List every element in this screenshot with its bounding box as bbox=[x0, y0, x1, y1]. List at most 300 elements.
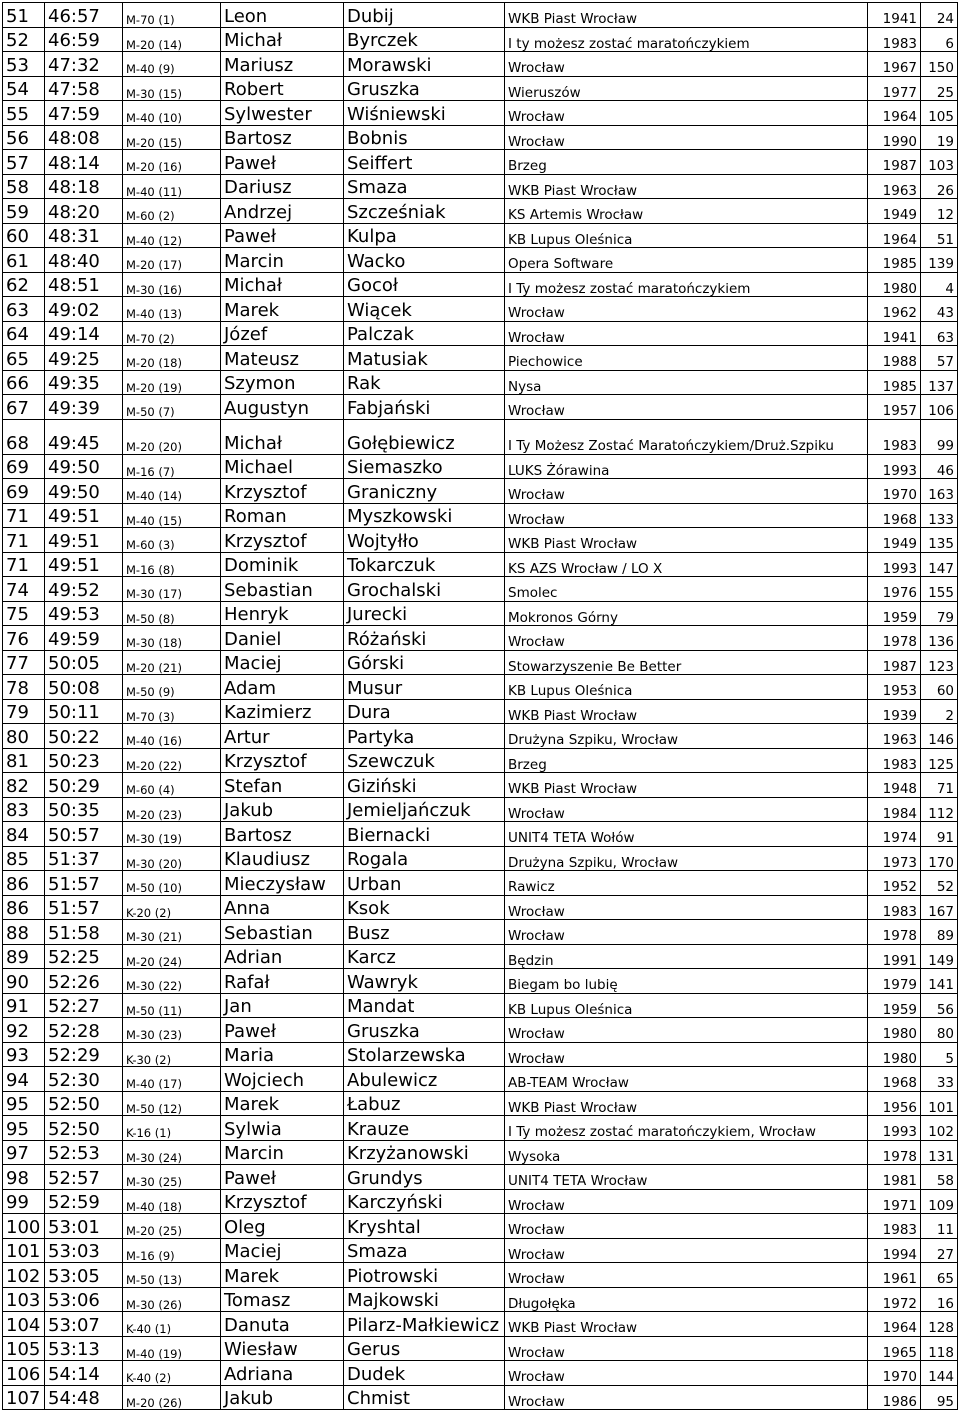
place-cell: 62 bbox=[3, 272, 45, 297]
bib-number-cell: 19 bbox=[921, 125, 958, 150]
place-cell: 92 bbox=[3, 1018, 45, 1043]
category-cell: M-30 (25) bbox=[123, 1165, 221, 1190]
club-cell: WKB Piast Wrocław bbox=[505, 174, 868, 199]
year-cell: 1985 bbox=[868, 248, 921, 273]
first-name-cell: Krzysztof bbox=[221, 748, 344, 773]
category-cell: M-20 (19) bbox=[123, 370, 221, 395]
table-row bbox=[3, 1287, 958, 1312]
last-name-cell: Wacko bbox=[344, 248, 505, 273]
club-cell: Wrocław bbox=[505, 297, 868, 322]
bib-number-cell: 131 bbox=[921, 1140, 958, 1165]
category-cell: M-40 (9) bbox=[123, 52, 221, 77]
bib-number-cell: 16 bbox=[921, 1287, 958, 1312]
last-name-cell: Jurecki bbox=[344, 601, 505, 626]
first-name-cell: Andrzej bbox=[221, 199, 344, 224]
time-cell: 48:40 bbox=[45, 248, 123, 273]
table-row bbox=[3, 1116, 958, 1141]
place-cell: 54 bbox=[3, 76, 45, 101]
year-cell: 1948 bbox=[868, 773, 921, 798]
time-cell: 51:58 bbox=[45, 920, 123, 945]
time-cell: 52:50 bbox=[45, 1116, 123, 1141]
last-name-cell: Bobnis bbox=[344, 125, 505, 150]
place-cell: 77 bbox=[3, 650, 45, 675]
last-name-cell: Dubij bbox=[344, 3, 505, 28]
time-cell: 50:05 bbox=[45, 650, 123, 675]
club-cell: Nysa bbox=[505, 370, 868, 395]
time-cell: 50:35 bbox=[45, 797, 123, 822]
category-cell: K-40 (2) bbox=[123, 1361, 221, 1386]
table-row bbox=[3, 272, 958, 297]
year-cell: 1987 bbox=[868, 650, 921, 675]
first-name-cell: Sylwia bbox=[221, 1116, 344, 1141]
bib-number-cell: 106 bbox=[921, 395, 958, 420]
club-cell: Rawicz bbox=[505, 871, 868, 896]
table-row bbox=[3, 944, 958, 969]
club-cell: AB-TEAM Wrocław bbox=[505, 1067, 868, 1092]
table-row bbox=[3, 528, 958, 553]
last-name-cell: Grochalski bbox=[344, 577, 505, 602]
time-cell: 52:26 bbox=[45, 969, 123, 994]
last-name-cell: Morawski bbox=[344, 52, 505, 77]
table-row bbox=[3, 199, 958, 224]
place-cell: 97 bbox=[3, 1140, 45, 1165]
last-name-cell: Abulewicz bbox=[344, 1067, 505, 1092]
year-cell: 1972 bbox=[868, 1287, 921, 1312]
place-cell: 59 bbox=[3, 199, 45, 224]
year-cell: 1959 bbox=[868, 601, 921, 626]
time-cell: 53:07 bbox=[45, 1312, 123, 1337]
first-name-cell: Maria bbox=[221, 1042, 344, 1067]
place-cell: 74 bbox=[3, 577, 45, 602]
bib-number-cell: 60 bbox=[921, 675, 958, 700]
last-name-cell: Fabjański bbox=[344, 395, 505, 420]
table-row bbox=[3, 76, 958, 101]
place-cell: 61 bbox=[3, 248, 45, 273]
last-name-cell: Wojtyłło bbox=[344, 528, 505, 553]
place-cell: 71 bbox=[3, 552, 45, 577]
time-cell: 48:18 bbox=[45, 174, 123, 199]
bib-number-cell: 58 bbox=[921, 1165, 958, 1190]
club-cell: Wrocław bbox=[505, 1042, 868, 1067]
time-cell: 49:51 bbox=[45, 503, 123, 528]
place-cell: 101 bbox=[3, 1238, 45, 1263]
last-name-cell: Ksok bbox=[344, 895, 505, 920]
last-name-cell: Majkowski bbox=[344, 1287, 505, 1312]
table-row bbox=[3, 174, 958, 199]
place-cell: 79 bbox=[3, 699, 45, 724]
club-cell: KB Lupus Oleśnica bbox=[505, 223, 868, 248]
year-cell: 1973 bbox=[868, 846, 921, 871]
place-cell: 57 bbox=[3, 150, 45, 175]
place-cell: 93 bbox=[3, 1042, 45, 1067]
time-cell: 49:50 bbox=[45, 479, 123, 504]
category-cell: M-20 (18) bbox=[123, 346, 221, 371]
table-row bbox=[3, 27, 958, 52]
place-cell: 53 bbox=[3, 52, 45, 77]
category-cell: M-60 (2) bbox=[123, 199, 221, 224]
time-cell: 53:03 bbox=[45, 1238, 123, 1263]
first-name-cell: Henryk bbox=[221, 601, 344, 626]
last-name-cell: Wiącek bbox=[344, 297, 505, 322]
category-cell: M-20 (24) bbox=[123, 944, 221, 969]
category-cell: K-20 (2) bbox=[123, 895, 221, 920]
club-cell: Wysoka bbox=[505, 1140, 868, 1165]
table-row bbox=[3, 1312, 958, 1337]
club-cell: Wieruszów bbox=[505, 76, 868, 101]
year-cell: 1987 bbox=[868, 150, 921, 175]
club-cell: Wrocław bbox=[505, 797, 868, 822]
bib-number-cell: 101 bbox=[921, 1091, 958, 1116]
table-row bbox=[3, 1385, 958, 1410]
bib-number-cell: 6 bbox=[921, 27, 958, 52]
time-cell: 52:59 bbox=[45, 1189, 123, 1214]
first-name-cell: Michał bbox=[221, 419, 344, 454]
first-name-cell: Marek bbox=[221, 1091, 344, 1116]
last-name-cell: Dura bbox=[344, 699, 505, 724]
table-row bbox=[3, 969, 958, 994]
club-cell: Wrocław bbox=[505, 1263, 868, 1288]
club-cell: WKB Piast Wrocław bbox=[505, 3, 868, 28]
club-cell: Wrocław bbox=[505, 503, 868, 528]
first-name-cell: Józef bbox=[221, 321, 344, 346]
last-name-cell: Byrczek bbox=[344, 27, 505, 52]
place-cell: 56 bbox=[3, 125, 45, 150]
time-cell: 49:59 bbox=[45, 626, 123, 651]
bib-number-cell: 56 bbox=[921, 993, 958, 1018]
category-cell: M-30 (26) bbox=[123, 1287, 221, 1312]
bib-number-cell: 65 bbox=[921, 1263, 958, 1288]
category-cell: M-30 (19) bbox=[123, 822, 221, 847]
club-cell: Wrocław bbox=[505, 395, 868, 420]
time-cell: 49:51 bbox=[45, 528, 123, 553]
category-cell: M-20 (14) bbox=[123, 27, 221, 52]
table-row bbox=[3, 1336, 958, 1361]
club-cell: I ty możesz zostać maratończykiem bbox=[505, 27, 868, 52]
time-cell: 48:14 bbox=[45, 150, 123, 175]
category-cell: M-30 (22) bbox=[123, 969, 221, 994]
table-row bbox=[3, 1042, 958, 1067]
first-name-cell: Adam bbox=[221, 675, 344, 700]
table-row bbox=[3, 395, 958, 420]
club-cell: UNIT4 TETA Wołów bbox=[505, 822, 868, 847]
club-cell: Drużyna Szpiku, Wrocław bbox=[505, 724, 868, 749]
bib-number-cell: 128 bbox=[921, 1312, 958, 1337]
table-row bbox=[3, 1238, 958, 1263]
club-cell: Wrocław bbox=[505, 1361, 868, 1386]
first-name-cell: Sebastian bbox=[221, 920, 344, 945]
last-name-cell: Szewczuk bbox=[344, 748, 505, 773]
first-name-cell: Krzysztof bbox=[221, 1189, 344, 1214]
year-cell: 1983 bbox=[868, 27, 921, 52]
year-cell: 1976 bbox=[868, 577, 921, 602]
last-name-cell: Musur bbox=[344, 675, 505, 700]
year-cell: 1977 bbox=[868, 76, 921, 101]
time-cell: 49:02 bbox=[45, 297, 123, 322]
year-cell: 1964 bbox=[868, 101, 921, 126]
table-row bbox=[3, 724, 958, 749]
category-cell: M-20 (15) bbox=[123, 125, 221, 150]
bib-number-cell: 79 bbox=[921, 601, 958, 626]
first-name-cell: Mateusz bbox=[221, 346, 344, 371]
table-row bbox=[3, 1018, 958, 1043]
club-cell: Mokronos Górny bbox=[505, 601, 868, 626]
time-cell: 52:29 bbox=[45, 1042, 123, 1067]
table-row bbox=[3, 1361, 958, 1386]
time-cell: 48:20 bbox=[45, 199, 123, 224]
last-name-cell: Wiśniewski bbox=[344, 101, 505, 126]
year-cell: 1964 bbox=[868, 1312, 921, 1337]
first-name-cell: Klaudiusz bbox=[221, 846, 344, 871]
year-cell: 1939 bbox=[868, 699, 921, 724]
table-row bbox=[3, 920, 958, 945]
place-cell: 95 bbox=[3, 1091, 45, 1116]
table-row bbox=[3, 101, 958, 126]
year-cell: 1978 bbox=[868, 920, 921, 945]
club-cell: Wrocław bbox=[505, 1214, 868, 1239]
year-cell: 1983 bbox=[868, 895, 921, 920]
table-row bbox=[3, 150, 958, 175]
last-name-cell: Chmist bbox=[344, 1385, 505, 1410]
first-name-cell: Dominik bbox=[221, 552, 344, 577]
first-name-cell: Sebastian bbox=[221, 577, 344, 602]
first-name-cell: Krzysztof bbox=[221, 479, 344, 504]
last-name-cell: Gołębiewicz bbox=[344, 419, 505, 454]
place-cell: 66 bbox=[3, 370, 45, 395]
year-cell: 1959 bbox=[868, 993, 921, 1018]
year-cell: 1983 bbox=[868, 748, 921, 773]
club-cell: WKB Piast Wrocław bbox=[505, 1091, 868, 1116]
time-cell: 54:14 bbox=[45, 1361, 123, 1386]
place-cell: 88 bbox=[3, 920, 45, 945]
year-cell: 1956 bbox=[868, 1091, 921, 1116]
category-cell: M-50 (8) bbox=[123, 601, 221, 626]
year-cell: 1957 bbox=[868, 395, 921, 420]
place-cell: 52 bbox=[3, 27, 45, 52]
club-cell: Wrocław bbox=[505, 895, 868, 920]
year-cell: 1993 bbox=[868, 552, 921, 577]
time-cell: 49:25 bbox=[45, 346, 123, 371]
place-cell: 85 bbox=[3, 846, 45, 871]
time-cell: 49:53 bbox=[45, 601, 123, 626]
first-name-cell: Krzysztof bbox=[221, 528, 344, 553]
first-name-cell: Michał bbox=[221, 27, 344, 52]
place-cell: 106 bbox=[3, 1361, 45, 1386]
table-row bbox=[3, 1189, 958, 1214]
year-cell: 1952 bbox=[868, 871, 921, 896]
club-cell: Wrocław bbox=[505, 1189, 868, 1214]
time-cell: 49:50 bbox=[45, 454, 123, 479]
place-cell: 98 bbox=[3, 1165, 45, 1190]
time-cell: 46:59 bbox=[45, 27, 123, 52]
place-cell: 103 bbox=[3, 1287, 45, 1312]
category-cell: M-50 (9) bbox=[123, 675, 221, 700]
last-name-cell: Myszkowski bbox=[344, 503, 505, 528]
last-name-cell: Smaza bbox=[344, 174, 505, 199]
time-cell: 49:45 bbox=[45, 419, 123, 454]
table-row bbox=[3, 454, 958, 479]
last-name-cell: Łabuz bbox=[344, 1091, 505, 1116]
category-cell: M-16 (7) bbox=[123, 454, 221, 479]
bib-number-cell: 103 bbox=[921, 150, 958, 175]
table-row bbox=[3, 1165, 958, 1190]
place-cell: 68 bbox=[3, 419, 45, 454]
table-row bbox=[3, 1214, 958, 1239]
place-cell: 105 bbox=[3, 1336, 45, 1361]
time-cell: 50:08 bbox=[45, 675, 123, 700]
year-cell: 1970 bbox=[868, 1361, 921, 1386]
time-cell: 52:28 bbox=[45, 1018, 123, 1043]
last-name-cell: Jemieljańczuk bbox=[344, 797, 505, 822]
place-cell: 84 bbox=[3, 822, 45, 847]
club-cell: KS AZS Wrocław / LO X bbox=[505, 552, 868, 577]
table-row bbox=[3, 223, 958, 248]
table-row bbox=[3, 626, 958, 651]
place-cell: 63 bbox=[3, 297, 45, 322]
bib-number-cell: 99 bbox=[921, 419, 958, 454]
club-cell: KB Lupus Oleśnica bbox=[505, 675, 868, 700]
time-cell: 48:51 bbox=[45, 272, 123, 297]
place-cell: 91 bbox=[3, 993, 45, 1018]
year-cell: 1941 bbox=[868, 3, 921, 28]
bib-number-cell: 125 bbox=[921, 748, 958, 773]
bib-number-cell: 112 bbox=[921, 797, 958, 822]
time-cell: 47:58 bbox=[45, 76, 123, 101]
table-row bbox=[3, 773, 958, 798]
club-cell: Stowarzyszenie Be Better bbox=[505, 650, 868, 675]
last-name-cell: Gerus bbox=[344, 1336, 505, 1361]
first-name-cell: Paweł bbox=[221, 1018, 344, 1043]
first-name-cell: Bartosz bbox=[221, 125, 344, 150]
place-cell: 78 bbox=[3, 675, 45, 700]
bib-number-cell: 33 bbox=[921, 1067, 958, 1092]
last-name-cell: Gruszka bbox=[344, 1018, 505, 1043]
time-cell: 53:05 bbox=[45, 1263, 123, 1288]
place-cell: 69 bbox=[3, 454, 45, 479]
club-cell: KB Lupus Oleśnica bbox=[505, 993, 868, 1018]
time-cell: 52:25 bbox=[45, 944, 123, 969]
last-name-cell: Palczak bbox=[344, 321, 505, 346]
category-cell: M-40 (14) bbox=[123, 479, 221, 504]
time-cell: 49:14 bbox=[45, 321, 123, 346]
table-row bbox=[3, 675, 958, 700]
first-name-cell: Roman bbox=[221, 503, 344, 528]
bib-number-cell: 12 bbox=[921, 199, 958, 224]
category-cell: K-16 (1) bbox=[123, 1116, 221, 1141]
time-cell: 49:35 bbox=[45, 370, 123, 395]
category-cell: M-30 (18) bbox=[123, 626, 221, 651]
table-row bbox=[3, 748, 958, 773]
bib-number-cell: 118 bbox=[921, 1336, 958, 1361]
place-cell: 99 bbox=[3, 1189, 45, 1214]
first-name-cell: Wojciech bbox=[221, 1067, 344, 1092]
bib-number-cell: 137 bbox=[921, 370, 958, 395]
year-cell: 1993 bbox=[868, 454, 921, 479]
place-cell: 51 bbox=[3, 3, 45, 28]
first-name-cell: Maciej bbox=[221, 1238, 344, 1263]
last-name-cell: Szcześniak bbox=[344, 199, 505, 224]
table-row bbox=[3, 601, 958, 626]
category-cell: M-40 (18) bbox=[123, 1189, 221, 1214]
place-cell: 104 bbox=[3, 1312, 45, 1337]
place-cell: 86 bbox=[3, 871, 45, 896]
first-name-cell: Paweł bbox=[221, 223, 344, 248]
category-cell: M-20 (20) bbox=[123, 419, 221, 454]
time-cell: 52:53 bbox=[45, 1140, 123, 1165]
year-cell: 1984 bbox=[868, 797, 921, 822]
club-cell: Piechowice bbox=[505, 346, 868, 371]
last-name-cell: Matusiak bbox=[344, 346, 505, 371]
year-cell: 1980 bbox=[868, 1042, 921, 1067]
club-cell: KS Artemis Wrocław bbox=[505, 199, 868, 224]
category-cell: M-60 (4) bbox=[123, 773, 221, 798]
first-name-cell: Dariusz bbox=[221, 174, 344, 199]
first-name-cell: Paweł bbox=[221, 1165, 344, 1190]
place-cell: 64 bbox=[3, 321, 45, 346]
time-cell: 50:57 bbox=[45, 822, 123, 847]
club-cell: Wrocław bbox=[505, 920, 868, 945]
last-name-cell: Graniczny bbox=[344, 479, 505, 504]
bib-number-cell: 147 bbox=[921, 552, 958, 577]
table-row bbox=[3, 1091, 958, 1116]
bib-number-cell: 5 bbox=[921, 1042, 958, 1067]
category-cell: M-70 (1) bbox=[123, 3, 221, 28]
table-row bbox=[3, 1263, 958, 1288]
category-cell: M-40 (17) bbox=[123, 1067, 221, 1092]
table-row bbox=[3, 797, 958, 822]
place-cell: 58 bbox=[3, 174, 45, 199]
category-cell: M-70 (2) bbox=[123, 321, 221, 346]
table-row bbox=[3, 479, 958, 504]
club-cell: Długołęka bbox=[505, 1287, 868, 1312]
time-cell: 47:59 bbox=[45, 101, 123, 126]
time-cell: 52:57 bbox=[45, 1165, 123, 1190]
table-row bbox=[3, 577, 958, 602]
bib-number-cell: 95 bbox=[921, 1385, 958, 1410]
year-cell: 1980 bbox=[868, 1018, 921, 1043]
last-name-cell: Stolarzewska bbox=[344, 1042, 505, 1067]
last-name-cell: Górski bbox=[344, 650, 505, 675]
place-cell: 107 bbox=[3, 1385, 45, 1410]
last-name-cell: Tokarczuk bbox=[344, 552, 505, 577]
first-name-cell: Danuta bbox=[221, 1312, 344, 1337]
last-name-cell: Karczyński bbox=[344, 1189, 505, 1214]
bib-number-cell: 52 bbox=[921, 871, 958, 896]
place-cell: 94 bbox=[3, 1067, 45, 1092]
time-cell: 52:27 bbox=[45, 993, 123, 1018]
time-cell: 50:29 bbox=[45, 773, 123, 798]
year-cell: 1988 bbox=[868, 346, 921, 371]
category-cell: M-30 (23) bbox=[123, 1018, 221, 1043]
category-cell: M-16 (8) bbox=[123, 552, 221, 577]
last-name-cell: Kryshtal bbox=[344, 1214, 505, 1239]
category-cell: M-30 (15) bbox=[123, 76, 221, 101]
table-row bbox=[3, 321, 958, 346]
bib-number-cell: 24 bbox=[921, 3, 958, 28]
time-cell: 53:13 bbox=[45, 1336, 123, 1361]
time-cell: 52:30 bbox=[45, 1067, 123, 1092]
place-cell: 102 bbox=[3, 1263, 45, 1288]
first-name-cell: Adriana bbox=[221, 1361, 344, 1386]
first-name-cell: Anna bbox=[221, 895, 344, 920]
year-cell: 1961 bbox=[868, 1263, 921, 1288]
table-row bbox=[3, 370, 958, 395]
bib-number-cell: 51 bbox=[921, 223, 958, 248]
club-cell bbox=[505, 419, 868, 454]
time-cell: 53:06 bbox=[45, 1287, 123, 1312]
club-cell: Będzin bbox=[505, 944, 868, 969]
category-cell: M-20 (22) bbox=[123, 748, 221, 773]
table-row bbox=[3, 248, 958, 273]
